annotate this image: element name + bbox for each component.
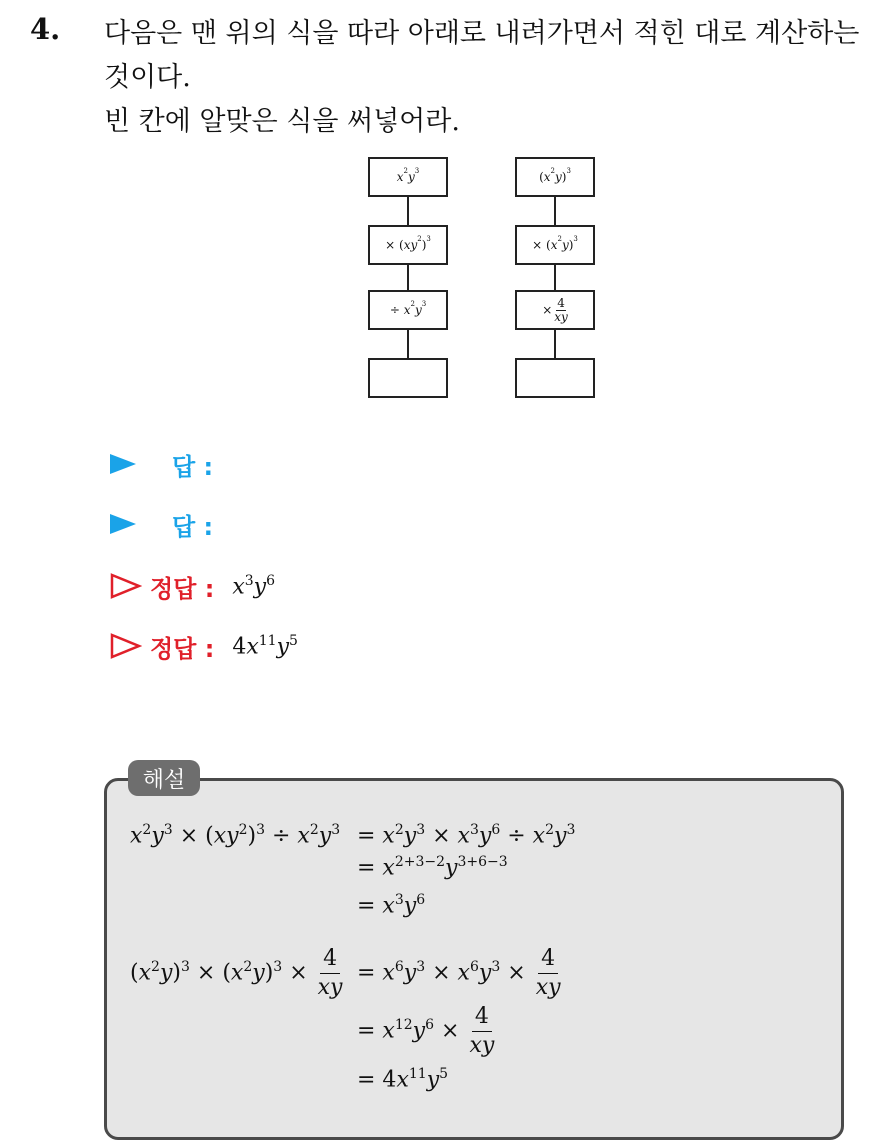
explanation-eq-5: = $x^{12}y^6$ × $\frac{4}{xy}$ (357, 1004, 495, 1058)
answer-row-2 (110, 504, 213, 544)
correct-answer-row-1 (110, 566, 275, 606)
left-start-box: x 2 y 3 (368, 157, 448, 197)
left-connector-2 (407, 265, 409, 290)
correct-answer-2: $4x^{11}y^5$ (232, 632, 298, 660)
question-line-3: 빈 칸에 알맞은 식을 써넣어라. (104, 106, 460, 137)
explanation-tag: 해설 (128, 760, 200, 796)
right-connector-1 (554, 197, 556, 225)
answer-label: 답 : (172, 512, 214, 541)
right-step2-den: xy (554, 309, 568, 324)
left-connector-3 (407, 330, 409, 358)
question-number: 4. (30, 12, 61, 46)
right-result-box[interactable] (515, 358, 595, 398)
right-step2-op: × (542, 303, 553, 317)
fraction: $\frac{4}{xy}$ (317, 946, 343, 1000)
question-text (104, 12, 864, 144)
left-connector-1 (407, 197, 409, 225)
play-icon (110, 454, 136, 474)
correct-label: 정답 : (150, 634, 215, 663)
right-connector-3 (554, 330, 556, 358)
question-line-2: 것이다. (104, 62, 191, 93)
explanation-eq-4: $(x^2y)^3 \times (x^2y)^3$ × $\frac{4}{xy}$ (130, 946, 343, 1000)
correct-answer-1: $x^3y^6$ (232, 572, 276, 600)
outline-triangle-icon (110, 633, 142, 659)
left-step2-box: ÷ x 2 y 3 (368, 290, 448, 330)
left-result-box[interactable] (368, 358, 448, 398)
right-connector-2 (554, 265, 556, 290)
right-step2-num: 4 (557, 295, 565, 310)
flowchart (360, 155, 605, 405)
play-icon (110, 514, 136, 534)
correct-label: 정답 : (150, 574, 215, 603)
right-step2-box (515, 290, 595, 330)
explanation-eq-2: = $x^{2+3-2}y^{3+6-3}$ (357, 854, 508, 881)
explanation-eq-3: = $x^3y^6$ (357, 892, 426, 919)
correct-answer-row-2 (110, 626, 298, 666)
explanation-eq-1-rhs: = $x^2y^3 \times x^3y^6 \div x^2y^3$ (357, 822, 576, 849)
fraction: $\frac{4}{xy}$ (535, 946, 561, 1000)
outline-triangle-icon (110, 573, 142, 599)
right-step1-box: × ( x 2 y ) 3 (515, 225, 595, 265)
right-start-box: ( x 2 y ) 3 (515, 157, 595, 197)
explanation-eq-4-rhs: = $x^6y^3 \times x^6y^3$ × $\frac{4}{xy}$ (357, 946, 561, 1000)
fraction: $\frac{4}{xy}$ (469, 1004, 495, 1058)
explanation-eq-1: $x^2y^3 \times (xy^2)^3 \div x^2y^3$ (130, 822, 341, 849)
explanation-eq-6: = $4x^{11}y^5$ (357, 1066, 449, 1093)
answer-row-1 (110, 444, 213, 484)
question-line-1: 다음은 맨 위의 식을 따라 아래로 내려가면서 적힌 대로 계산하는 (104, 18, 860, 49)
left-step1-box: × ( xy 2 ) 3 (368, 225, 448, 265)
right-step2-fraction (554, 297, 568, 324)
answer-label: 답 : (172, 452, 214, 481)
